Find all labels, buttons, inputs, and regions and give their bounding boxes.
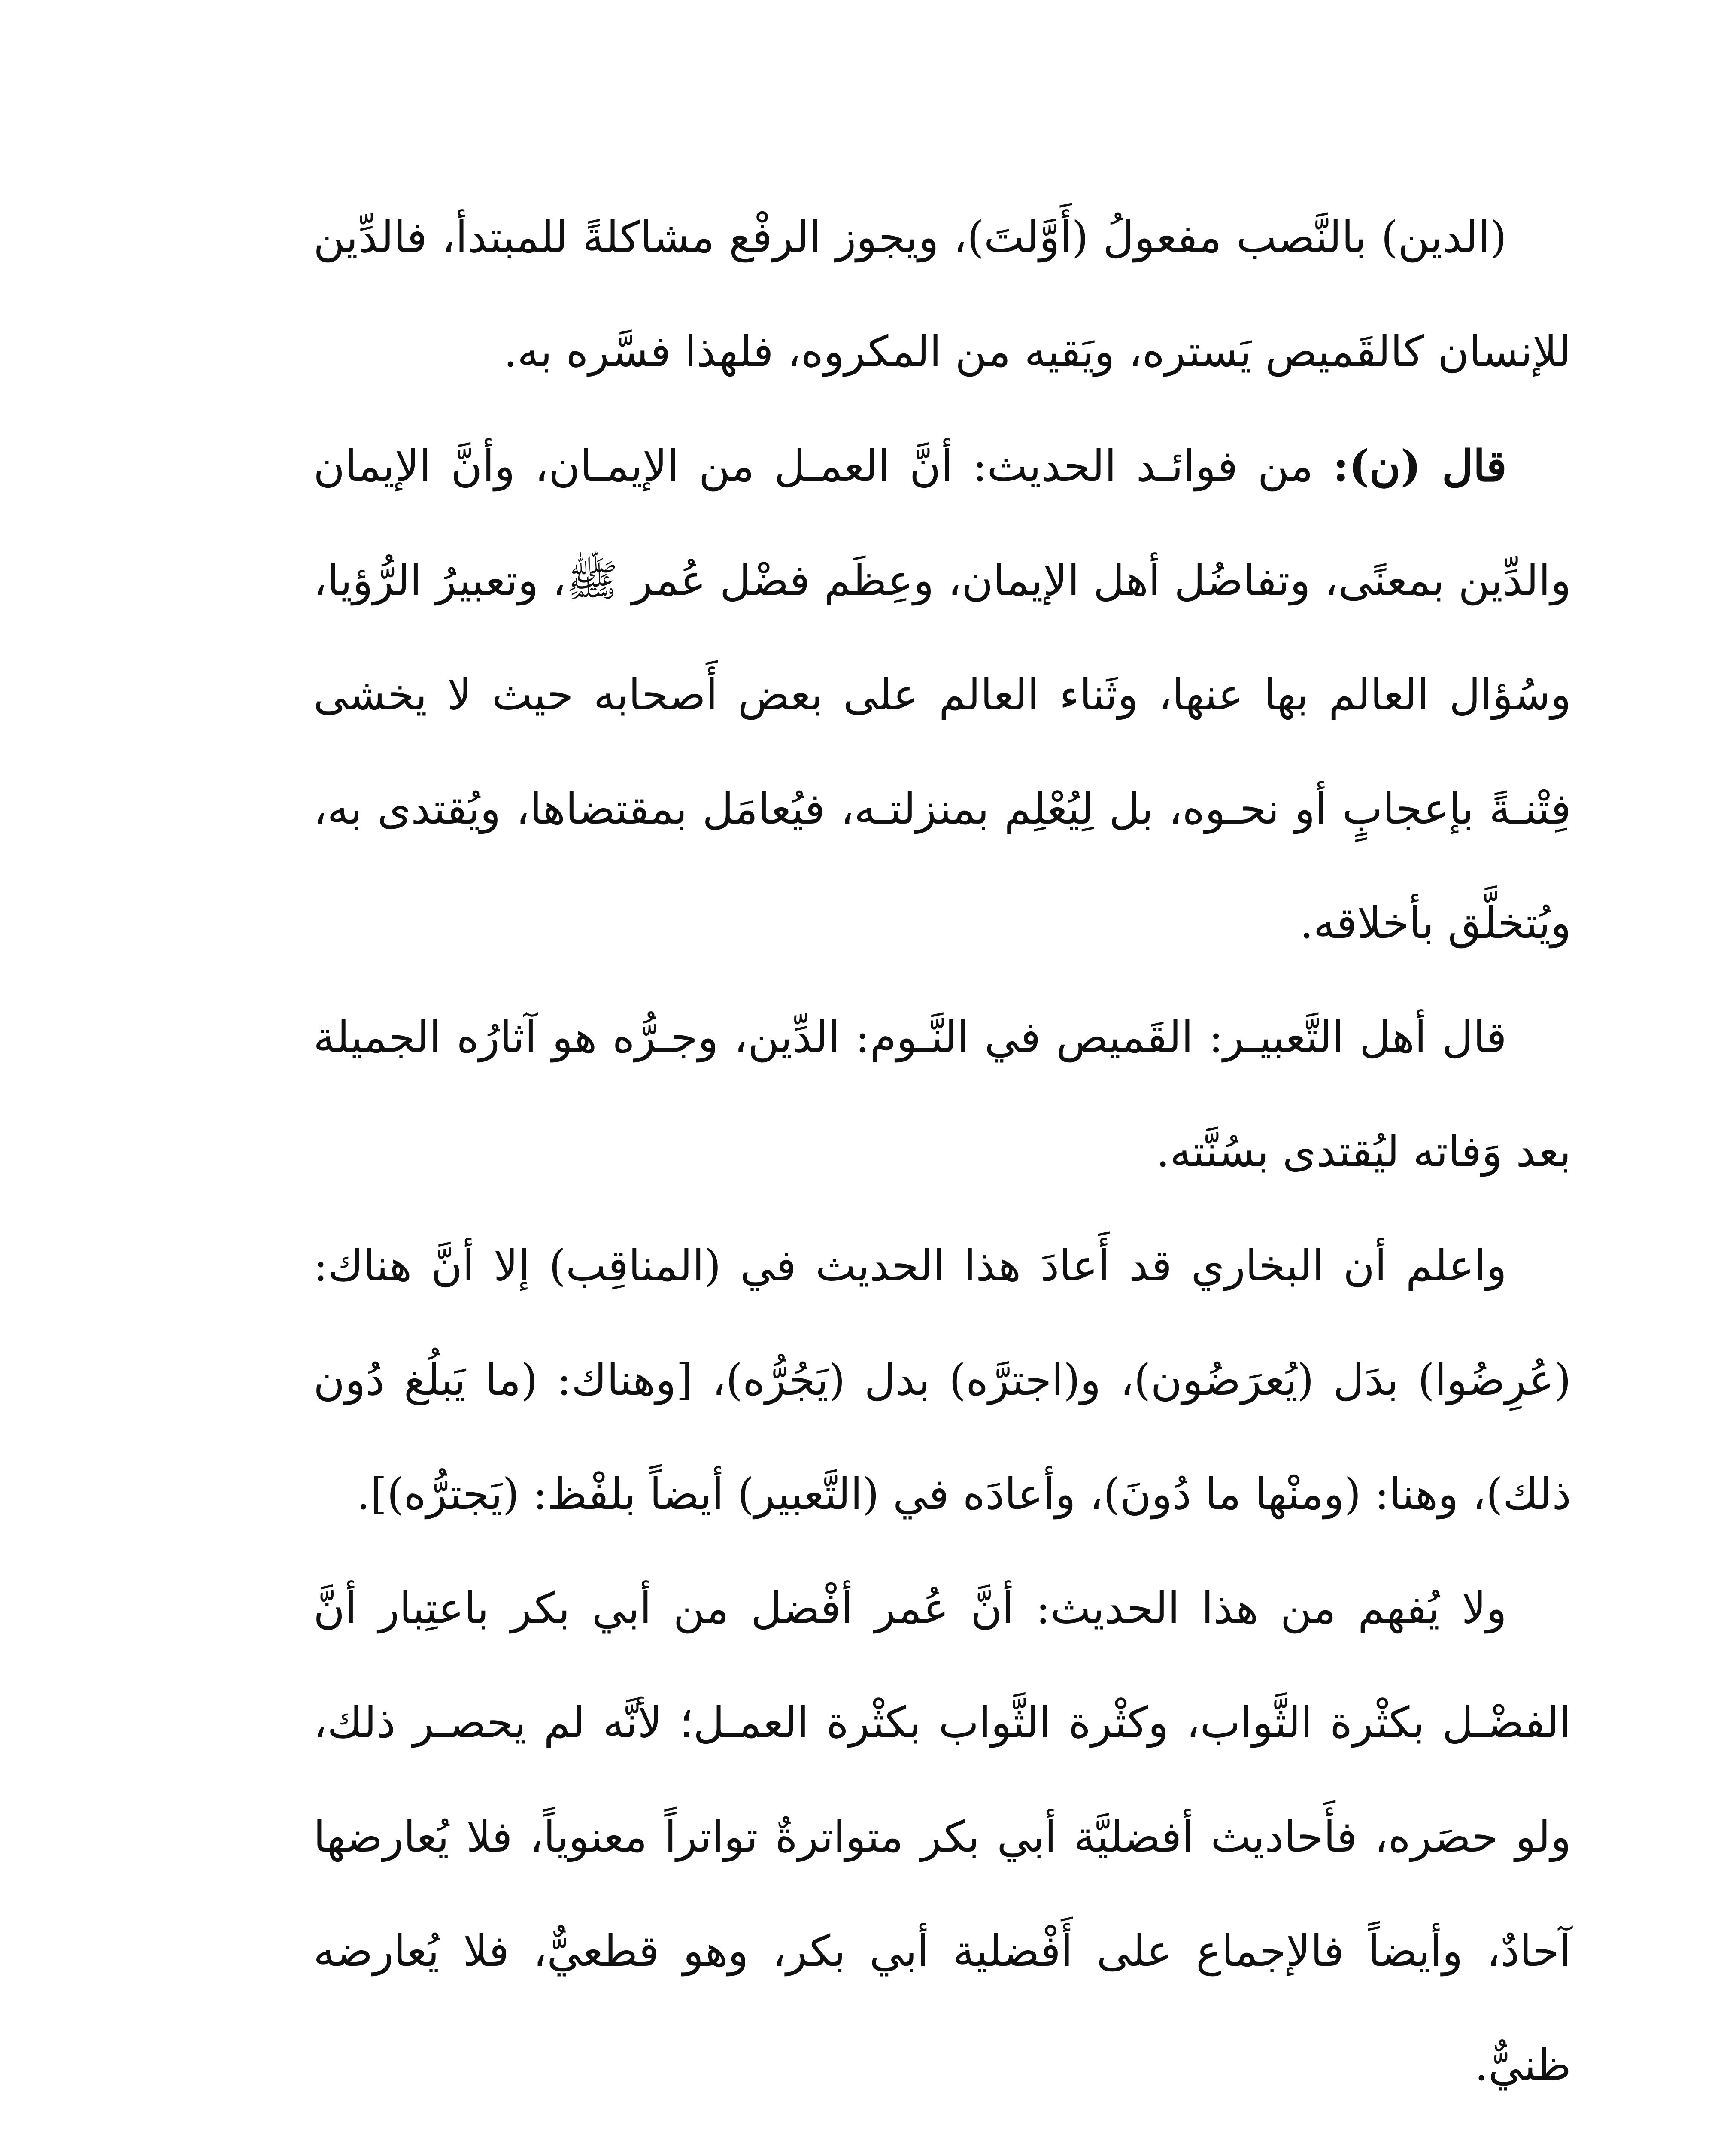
body-text (313, 180, 1571, 2123)
paragraph-3 (313, 980, 1571, 1209)
paragraph-1-text: (الدين) بالنَّصب مفعولُ (أَوَّلتَ)، ويجوز الرفْع مشاكلةً للمبتدأ، فالدِّين للإنسان كالقَميص يَستره، ويَقيه من المكروه، فلهذا فسَّره به. (313, 212, 1571, 377)
paragraph-3-text: قال أهل التَّعبيـر: القَميص في النَّـوم: الدِّين، وجـرُّه هو آثارُه الجميلة بعد وَفاته ليُقتدى بسُنَّته. (313, 1012, 1571, 1177)
paragraph-2-lead: قال (ن): (1333, 441, 1507, 491)
paragraph-4-text: واعلم أن البخاري قد أَعادَ هذا الحديث في (المناقِب) إلا أنَّ هناك: (عُرِضُوا) بدَل (يُعرَضُون)، و(اجترَّه) بدل (يَجُرُّه)، [وهناك: (ما يَبلُغ دُون ذلك)، وهنا: (ومنْها ما دُونَ)، وأعادَه في (التَّعبير) أيضاً بلفْظ: (يَجترُّه)]. (313, 1241, 1571, 1519)
paragraph-5-text: ولا يُفهم من هذا الحديث: أنَّ عُمر أفْضل من أبي بكر باعتِبار أنَّ الفضْـل بكثْرة الثَّواب، وكثْرة الثَّواب بكثْرة العمـل؛ لأنَّه لم يحصـر ذلك، ولو حصَره، فأَحاديث أفضليَّة أبي بكر متواترةٌ تواتراً معنوياً، فلا يُعارضها آحادٌ، وأيضاً فالإجماع على أَفْضلية أبي بكر، وهو قطعيٌّ، فلا يُعارضه ظنيٌّ. (313, 1583, 1571, 2090)
paragraph-4 (313, 1209, 1571, 1551)
paragraph-2 (313, 409, 1571, 980)
paragraph-1 (313, 180, 1571, 409)
paragraph-5 (313, 1551, 1571, 2123)
paragraph-2-text: من فوائـد الحديث: أنَّ العمـل من الإيمـان، وأنَّ الإيمان والدِّين بمعنًى، وتفاضُل أهل الإيمان، وعِظَم فضْل عُمر ﷺ، وتعبيرُ الرُّؤيا، وسُؤال العالم بها عنها، وثَناء العالم على بعض أَصحابه حيث لا يخشى فِتْنـةً بإعجابٍ أو نحـوه، بل لِيُعْلِم بمنزلتـه، فيُعامَل بمقتضاها، ويُقتدى به، ويُتخلَّق بأخلاقه. (313, 441, 1571, 948)
